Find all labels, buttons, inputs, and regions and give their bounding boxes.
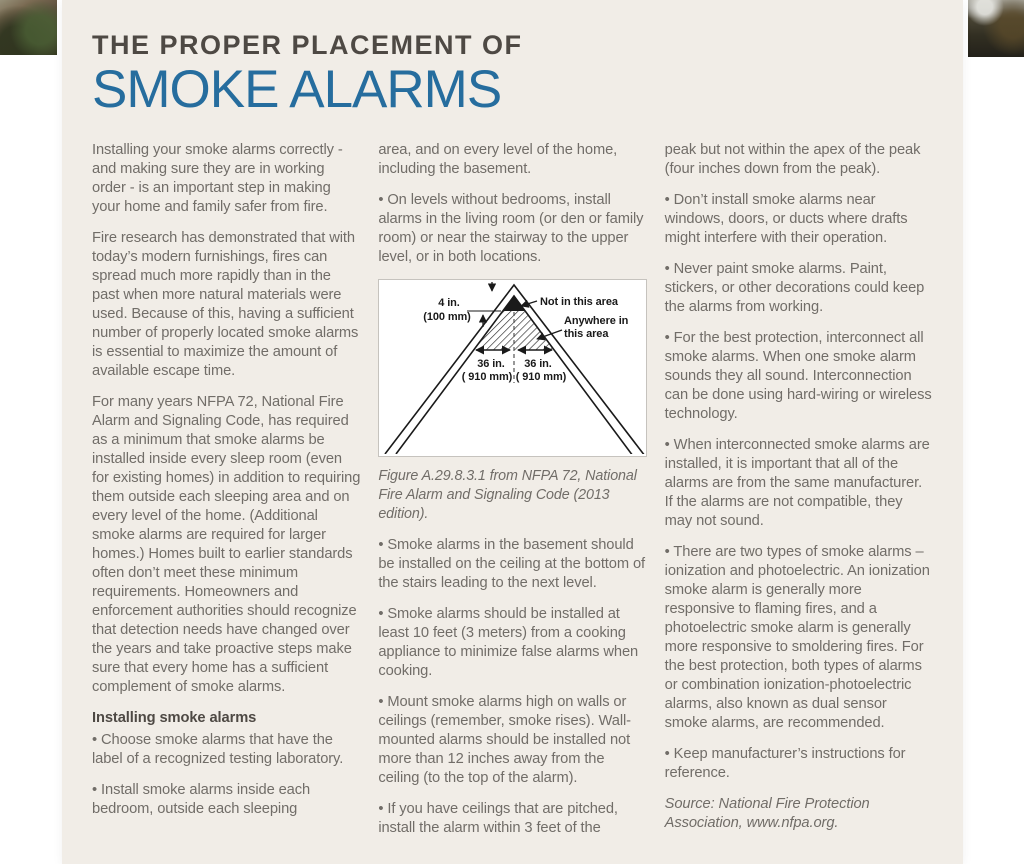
column-1	[92, 141, 360, 850]
column-3	[665, 141, 933, 850]
bullet-item: • Smoke alarms in the basement should be installed on the ceiling at the bottom of the stairs leading to the next level.	[378, 537, 646, 592]
figure-label-anywhere-2: this area	[564, 328, 609, 341]
background-photo-right	[968, 0, 1024, 57]
figure-label-anywhere-1: Anywhere in	[564, 315, 629, 328]
bullet-item: • If you have ceilings that are pitched, install the alarm within 3 feet of the	[378, 801, 618, 837]
figure-label-right-36: 36 in.	[524, 358, 553, 371]
column-1-blocks	[92, 141, 360, 819]
paragraph: For many years NFPA 72, National Fire Alarm and Signaling Code, has required as a minimum that smoke alarms be installed inside every sleep room (even for existing homes) in addition to requiring them outside each sleeping area and on every level of the home. (Additional smoke alarms are required for larger homes.) Homes built to earlier standards often don’t meet these minimum requirements. Homeowners and enforcement authorities should recognize that detection needs have changed over the years and take proactive steps make sure that every home has a sufficient complement of smoke alarms.	[92, 394, 361, 696]
figure-label-right-910: ( 910 mm)	[516, 371, 567, 384]
section-heading: Installing smoke alarms	[92, 710, 257, 727]
bullet-item: • Keep manufacturer’s instructions for reference.	[664, 746, 906, 782]
paragraph: Fire research has demonstrated that with today’s modern furnishings, fires can spread much more rapidly than in the past when more natural materials were used. Because of this, having a sufficient number of properly located smoke alarms is essential to maximize the amount of available escape time.	[92, 230, 359, 380]
figure-label-left-910: ( 910 mm)	[462, 371, 513, 384]
columns	[92, 141, 933, 850]
figure-label-100mm: (100 mm)	[423, 311, 472, 324]
bullet-item: • There are two types of smoke alarms – ionization and photoelectric. An ionization smoke alarm is generally more responsive to flaming fires, and a photoelectric smoke alarm is generally more responsive to smoldering fires. For the best protection, both types of alarms or combination ionization-photoelectric alarms, also known as dual sensor smoke alarms, are recommended.	[664, 544, 930, 732]
paragraph: peak but not within the apex of the peak (four inches down from the peak).	[664, 142, 921, 178]
column-3-blocks	[665, 141, 933, 833]
figure-label-4in: 4 in.	[438, 297, 461, 310]
column-2-top-blocks	[378, 141, 646, 267]
figure-caption: Figure A.29.8.3.1 from NFPA 72, National Fire Alarm and Signaling Code (2013 edition).	[378, 468, 637, 523]
roof-placement-diagram	[378, 279, 646, 457]
bullet-item: • Mount smoke alarms high on walls or ceilings (remember, smoke rises). Wall-mounted alarms should be installed not more than 12 inches away from the ceiling (to the top of the alarm).	[378, 694, 631, 787]
figure-label-not-area: Not in this area	[540, 296, 619, 309]
figure-label-left-36: 36 in.	[477, 358, 506, 371]
bullet-item: • For the best protection, interconnect all smoke alarms. When one smoke alarm sounds they all sound. Interconnection can be done using hard-wiring or wireless technology.	[664, 330, 932, 423]
source-note: Source: National Fire Protection Association, www.nfpa.org.	[664, 796, 870, 832]
page-title: SMOKE ALARMS	[92, 60, 502, 119]
column-2	[378, 141, 646, 850]
paragraph: Installing your smoke alarms correctly - and making sure they are in working order - is an important step in making your home and family safer from fire.	[92, 142, 343, 216]
background-photo-left	[0, 0, 57, 55]
apex-exclusion-zone	[503, 295, 525, 311]
bullet-item: • Smoke alarms should be installed at least 10 feet (3 meters) from a cooking appliance to minimize false alarms when cooking.	[378, 606, 639, 680]
roof-diagram-svg	[379, 280, 646, 454]
bullet-item: • When interconnected smoke alarms are installed, it is important that all of the alarms are from the same manufacturer. If the alarms are not compatible, they may not sound.	[664, 437, 930, 530]
bullet-item: • Never paint smoke alarms. Paint, stickers, or other decorations could keep the alarms from working.	[664, 261, 925, 316]
bullet-item: • Don’t install smoke alarms near windows, doors, or ducts where drafts might interfere with their operation.	[664, 192, 908, 247]
document-header	[92, 30, 933, 117]
column-2-bottom-blocks	[378, 536, 646, 838]
paragraph: area, and on every level of the home, including the basement.	[378, 142, 618, 178]
page-title-kicker: THE PROPER PLACEMENT OF	[92, 30, 523, 60]
bullet-item: • Choose smoke alarms that have the label of a recognized testing laboratory.	[92, 732, 344, 768]
bullet-item: • On levels without bedrooms, install alarms in the living room (or den or family room) or near the stairway to the upper level, or in both locations.	[378, 192, 644, 266]
content-panel	[62, 0, 963, 864]
bullet-item: • Install smoke alarms inside each bedroom, outside each sleeping	[92, 782, 311, 818]
